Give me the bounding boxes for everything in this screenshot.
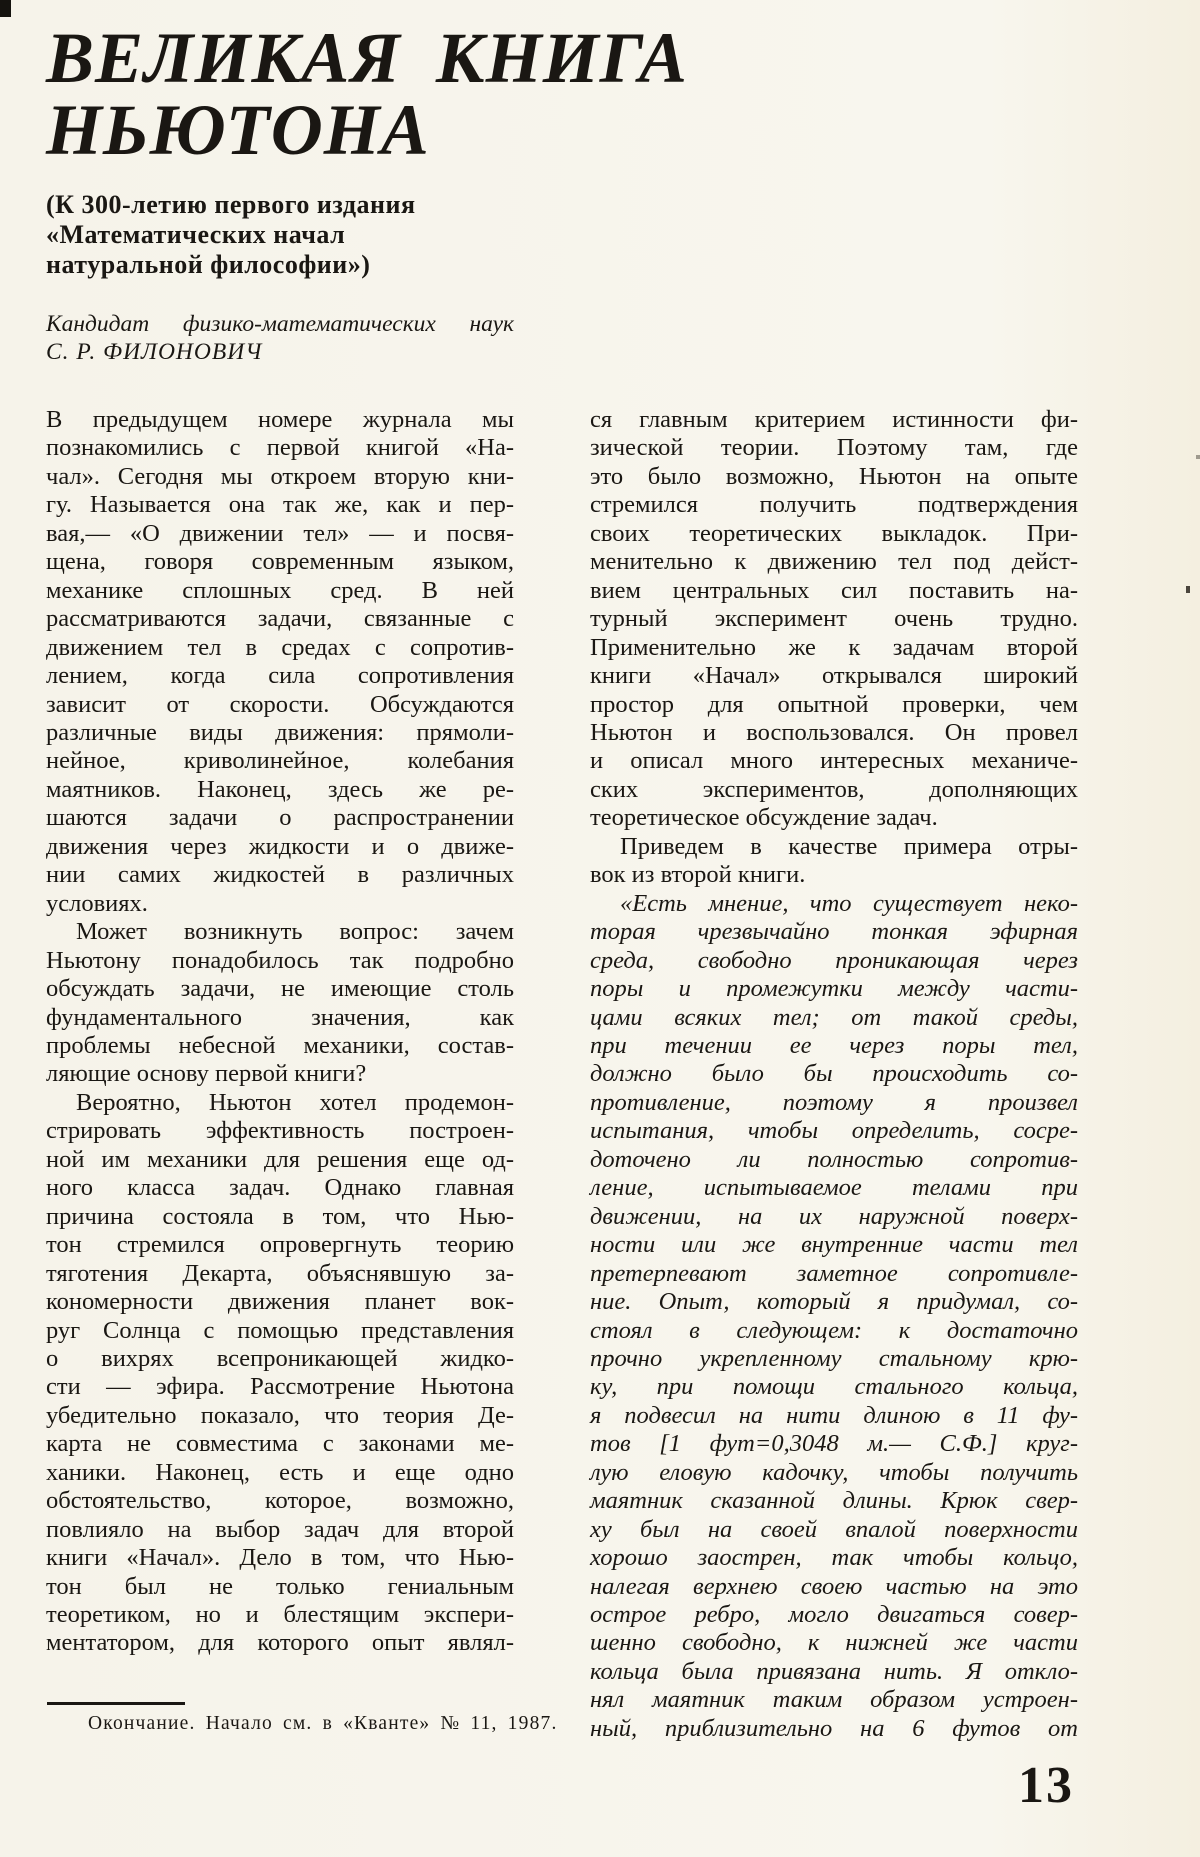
text-line: вием центральных сил поставить на- [590,576,1078,604]
text-line: ление, испытываемое телами при [590,1174,1078,1202]
text-line: должно было бы происходить со- [590,1060,1078,1088]
text-line: острое ребро, могло двигаться совер- [590,1601,1078,1629]
text-line: ние. Опыт, который я придумал, со- [590,1288,1078,1316]
text-line: лением, когда сила сопротивления [46,662,514,690]
text-line: условиях. [46,889,148,917]
author-credit [46,311,514,366]
text-line: обстоятельство, которое, возможно, [46,1487,514,1515]
text-line: о вихрях всепроникающей жидко- [46,1344,514,1372]
text-line: зической теории. Поэтому там, где [590,434,1078,462]
column-left [46,406,514,1658]
column-right [590,406,1078,1743]
text-line: Может возникнуть вопрос: зачем [76,918,514,946]
text-line: познакомились с первой книгой «На- [46,434,514,462]
text-line: шенно свободно, к нижней же части [590,1629,1078,1657]
text-line: рассматриваются задачи, связанные с [46,605,514,633]
text-line: своих теоретических выкладок. При- [590,519,1078,547]
text-line: ной им механики для решения еще од- [46,1145,514,1173]
text-line: тов [1 фут=0,3048 м.— С.Ф.] круг- [590,1430,1078,1458]
text-line: гу. Называется она так же, как и пер- [46,491,514,519]
text-line: претерпевают заметное сопротивле- [590,1259,1078,1287]
text-line: различные виды движения: прямоли- [46,718,514,746]
text-line: цами всяких тел; от такой среды, [590,1003,1078,1031]
text-line: при течении ее через поры тел, [590,1031,1078,1059]
subtitle-line: «Математических начал [46,220,346,249]
subtitle-line: (К 300-летию первого издания [46,190,416,219]
text-line: ку, при помощи стального кольца, [590,1373,1078,1401]
text-line: Приведем в качестве примера отры- [620,832,1078,860]
text-line: испытания, чтобы определить, сосре- [590,1117,1078,1145]
text-line: тяготения Декарта, объяснявшую за- [46,1259,514,1287]
text-line: книги «Начал» открывался широкий [590,662,1078,690]
text-line: поры и промежутки между части- [590,975,1078,1003]
text-line: среда, свободно проникающая через [590,946,1078,974]
footnote-text: Окончание. Начало см. в «Кванте» № 11, 1987. [88,1713,558,1734]
text-line: В предыдущем номере журнала мы [46,406,514,433]
text-line: и описал много интересных механиче- [590,747,1078,775]
scan-artifact-speck [1186,586,1190,593]
text-line: повлияло на выбор задач для второй [46,1515,514,1543]
text-line: книги «Начал». Дело в том, что Нью- [46,1544,514,1572]
text-line: причина состояла в том, что Нью- [46,1202,514,1230]
text-line: ного класса задач. Однако главная [46,1174,514,1202]
text-line: тон стремился опровергнуть теорию [46,1231,514,1259]
text-line: ся главным критерием истинности фи- [590,406,1078,433]
text-line: ности или же внутренние части тел [590,1231,1078,1259]
text-line: фундаментального значения, как [46,1003,514,1031]
text-line: противление, поэтому я произвел [590,1088,1078,1116]
text-line: ху был на своей впалой поверхности [590,1515,1078,1543]
text-line: сти — эфира. Рассмотрение Ньютона [46,1373,514,1401]
text-line: ханики. Наконец, есть и еще одно [46,1458,514,1486]
text-line: кольца была привязана нить. Я откло- [590,1657,1078,1685]
scan-artifact-speck [1196,455,1200,459]
article-title-line2: НЬЮТОНА [46,90,430,170]
text-line: вок из второй книги. [590,861,806,889]
text-line: чал». Сегодня мы откроем вторую кни- [46,462,514,490]
text-line: хорошо заострен, так чтобы кольцо, [590,1544,1078,1572]
text-line: нии самих жидкостей в различных [46,861,514,889]
text-line: прочно укрепленному стальному крю- [590,1344,1078,1372]
text-line: торая чрезвычайно тонкая эфирная [590,918,1078,946]
text-line: нял маятник таким образом устроен- [590,1686,1078,1714]
scan-artifact-corner [0,0,11,17]
text-line: убедительно показало, что теория Де- [46,1401,514,1429]
text-line: ментатором, для которого опыт являл- [46,1629,514,1657]
text-line: турный эксперимент очень трудно. [590,605,1078,633]
text-line: Вероятно, Ньютон хотел продемон- [76,1088,514,1116]
text-line: движения через жидкости и о движе- [46,832,514,860]
text-line: теоретическое обсуждение задач. [590,804,938,832]
text-line: обсуждать задачи, не имеющие столь [46,975,514,1003]
text-line: это было возможно, Ньютон на опыте [590,462,1078,490]
text-line: «Есть мнение, что существует неко- [620,889,1078,917]
text-line: вая,— «О движении тел» — и посвя- [46,519,514,547]
text-line: движении, на их наружной поверх- [590,1202,1078,1230]
text-line: теоретиком, но и блестящим экспери- [46,1601,514,1629]
text-line: ный, приблизительно на 6 футов от [590,1714,1078,1742]
subtitle-line: натуральной философии») [46,250,371,279]
text-line: маятников. Наконец, здесь же ре- [46,775,514,803]
text-line: менительно к движению тел под дейст- [590,548,1078,576]
text-line: движением тел в средах с сопротив- [46,633,514,661]
text-line: ских экспериментов, дополняющих [590,775,1078,803]
text-line: Ньютон и воспользовался. Он провел [590,718,1078,746]
text-line: зависит от скорости. Обсуждаются [46,690,514,718]
article-title-line1: ВЕЛИКАЯ КНИГА [46,18,688,98]
text-line: Применительно же к задачам второй [590,633,1078,661]
text-line: механике сплошных сред. В ней [46,576,514,604]
text-line: шаются задачи о распространении [46,804,514,832]
footnote-divider [47,1702,185,1705]
text-line: налегая верхнею своею частью на это [590,1572,1078,1600]
text-line: стремился получить подтверждения [590,491,1078,519]
article-subtitle [46,190,416,280]
text-line: доточено ли полностью сопротив- [590,1145,1078,1173]
text-line: Ньютону понадобилось так подробно [46,946,514,974]
text-line: ляющие основу первой книги? [46,1060,367,1088]
text-line: простор для опытной проверки, чем [590,690,1078,718]
text-line: кономерности движения планет вок- [46,1288,514,1316]
text-line: проблемы небесной механики, состав- [46,1031,514,1059]
author-role: Кандидат физико-математических наук [46,311,514,337]
text-line: руг Солнца с помощью представления [46,1316,514,1344]
text-line: стрировать эффективность построен- [46,1117,514,1145]
author-name: С. Р. ФИЛОНОВИЧ [46,338,263,365]
text-line: маятник сказанной длины. Крюк свер- [590,1487,1078,1515]
text-line: я подвесил на нити длиною в 11 фу- [590,1401,1078,1429]
article-title [46,18,688,170]
text-line: нейное, криволинейное, колебания [46,747,514,775]
text-line: тон был не только гениальным [46,1572,514,1600]
text-line: карта не совместима с законами ме- [46,1430,514,1458]
text-line: щена, говоря современным языком, [46,548,514,576]
text-line: лую еловую кадочку, чтобы получить [590,1458,1078,1486]
page-number: 13 [1018,1757,1074,1814]
text-line: стоял в следующем: к достаточно [590,1316,1078,1344]
